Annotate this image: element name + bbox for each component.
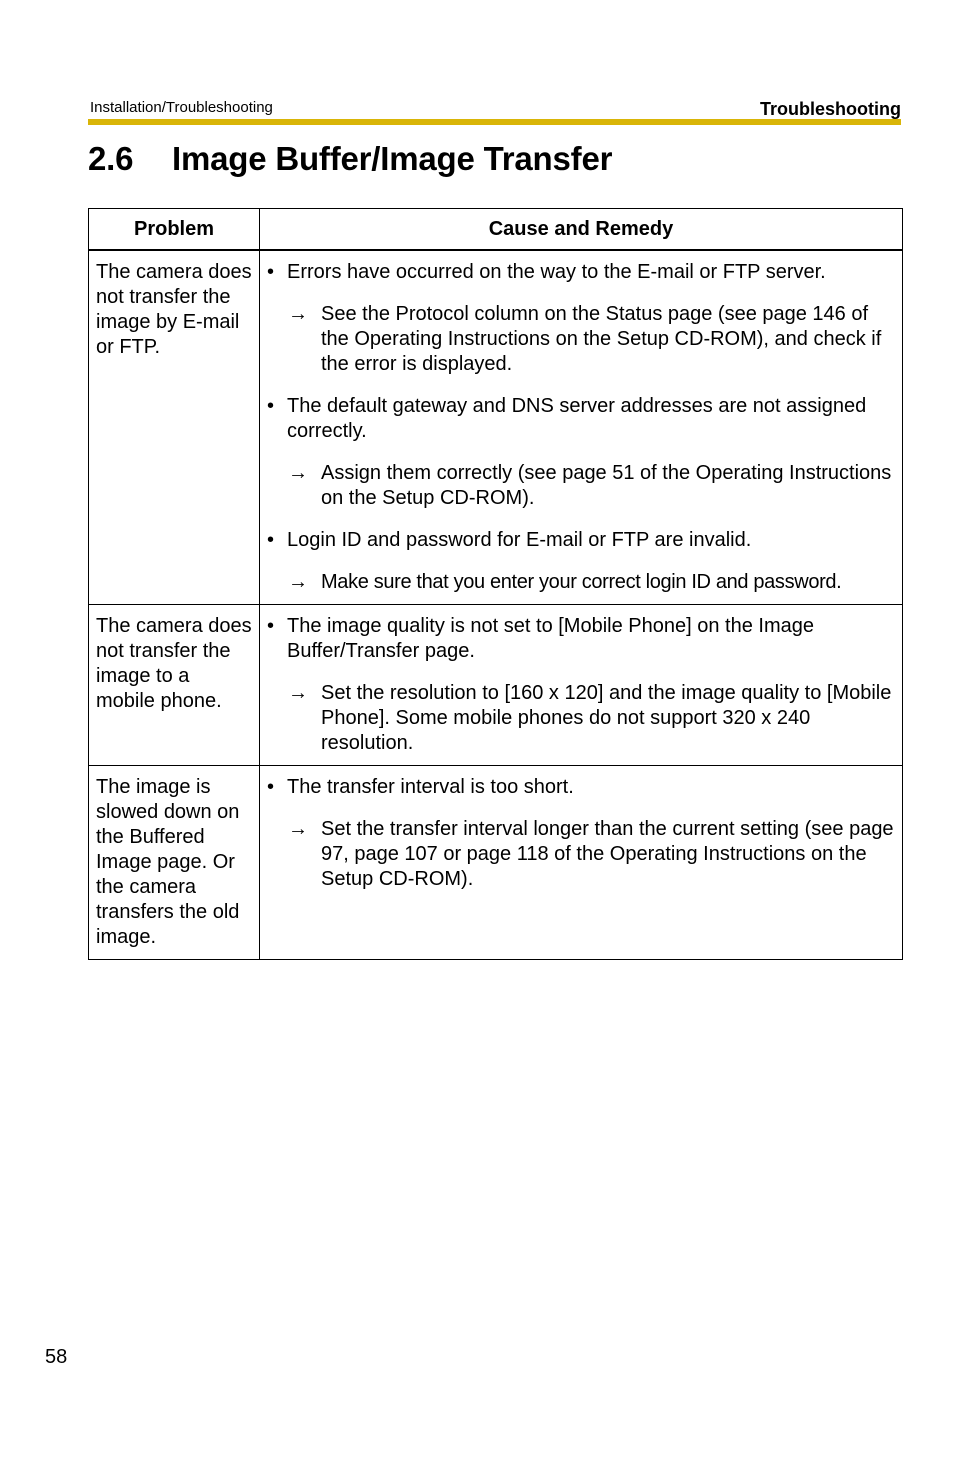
header-section-path: Installation/Troubleshooting bbox=[90, 99, 273, 116]
problem-cell: The camera does not transfer the image by E-mail or FTP. bbox=[89, 250, 260, 605]
header-chapter: Troubleshooting bbox=[760, 99, 901, 119]
table-header-row bbox=[89, 209, 903, 251]
right-arrow-icon: → bbox=[288, 818, 308, 840]
troubleshooting-table bbox=[88, 208, 903, 960]
cause-item bbox=[267, 260, 896, 285]
right-arrow-icon: → bbox=[288, 571, 308, 593]
column-header-cause-remedy: Cause and Remedy bbox=[260, 209, 903, 251]
column-header-problem: Problem bbox=[89, 209, 260, 251]
right-arrow-icon: → bbox=[288, 682, 308, 704]
remedy-text: See the Protocol column on the Status page (see page 146 of the Operating Instructions on the Setup CD-ROM), and check if the error is displayed. bbox=[321, 303, 882, 375]
cause-item bbox=[267, 775, 896, 800]
remedy-text: Set the resolution to [160 x 120] and the image quality to [Mobile Phone]. Some mobile phones do not support 320 x 240 resolution. bbox=[321, 682, 892, 754]
remedy-text: Set the transfer interval longer than the current setting (see page 97, page 107 or page 118 of the Operating Instructions on the Setup CD-ROM). bbox=[321, 818, 894, 890]
bullet-icon: • bbox=[267, 615, 275, 637]
problem-cell: The camera does not transfer the image to a mobile phone. bbox=[89, 605, 260, 766]
bullet-icon: • bbox=[267, 395, 275, 417]
remedy-item bbox=[267, 570, 896, 595]
remedy-cell bbox=[260, 766, 903, 960]
header-rule bbox=[88, 119, 901, 125]
cause-text: The image quality is not set to [Mobile Phone] on the Image Buffer/Transfer page. bbox=[287, 615, 814, 662]
problem-cell: The image is slowed down on the Buffered Image page. Or the camera transfers the old image. bbox=[89, 766, 260, 960]
right-arrow-icon: → bbox=[288, 462, 308, 484]
right-arrow-icon: → bbox=[288, 303, 308, 325]
remedy-text: Assign them correctly (see page 51 of the Operating Instructions on the Setup CD-ROM). bbox=[321, 462, 892, 509]
cause-item bbox=[267, 394, 896, 444]
table-row bbox=[89, 766, 903, 960]
remedy-item bbox=[267, 302, 896, 377]
cause-item bbox=[267, 614, 896, 664]
bullet-icon: • bbox=[267, 529, 275, 551]
remedy-cell bbox=[260, 605, 903, 766]
section-number: 2.6 bbox=[88, 140, 134, 177]
remedy-cell bbox=[260, 250, 903, 605]
table-row bbox=[89, 250, 903, 605]
bullet-icon: • bbox=[267, 261, 275, 283]
remedy-text: Make sure that you enter your correct login ID and password. bbox=[321, 571, 842, 593]
cause-item bbox=[267, 528, 896, 553]
remedy-item bbox=[267, 817, 896, 892]
remedy-item bbox=[267, 681, 896, 756]
bullet-icon: • bbox=[267, 776, 275, 798]
cause-text: The default gateway and DNS server addresses are not assigned correctly. bbox=[287, 395, 867, 442]
running-header bbox=[88, 96, 901, 118]
table-row bbox=[89, 605, 903, 766]
page-number: 58 bbox=[45, 1346, 68, 1368]
section-title bbox=[88, 140, 612, 178]
remedy-item bbox=[267, 461, 896, 511]
cause-text: The transfer interval is too short. bbox=[287, 776, 574, 798]
cause-text: Errors have occurred on the way to the E-mail or FTP server. bbox=[287, 261, 826, 283]
cause-text: Login ID and password for E-mail or FTP are invalid. bbox=[287, 529, 752, 551]
section-title-text: Image Buffer/Image Transfer bbox=[172, 140, 613, 177]
